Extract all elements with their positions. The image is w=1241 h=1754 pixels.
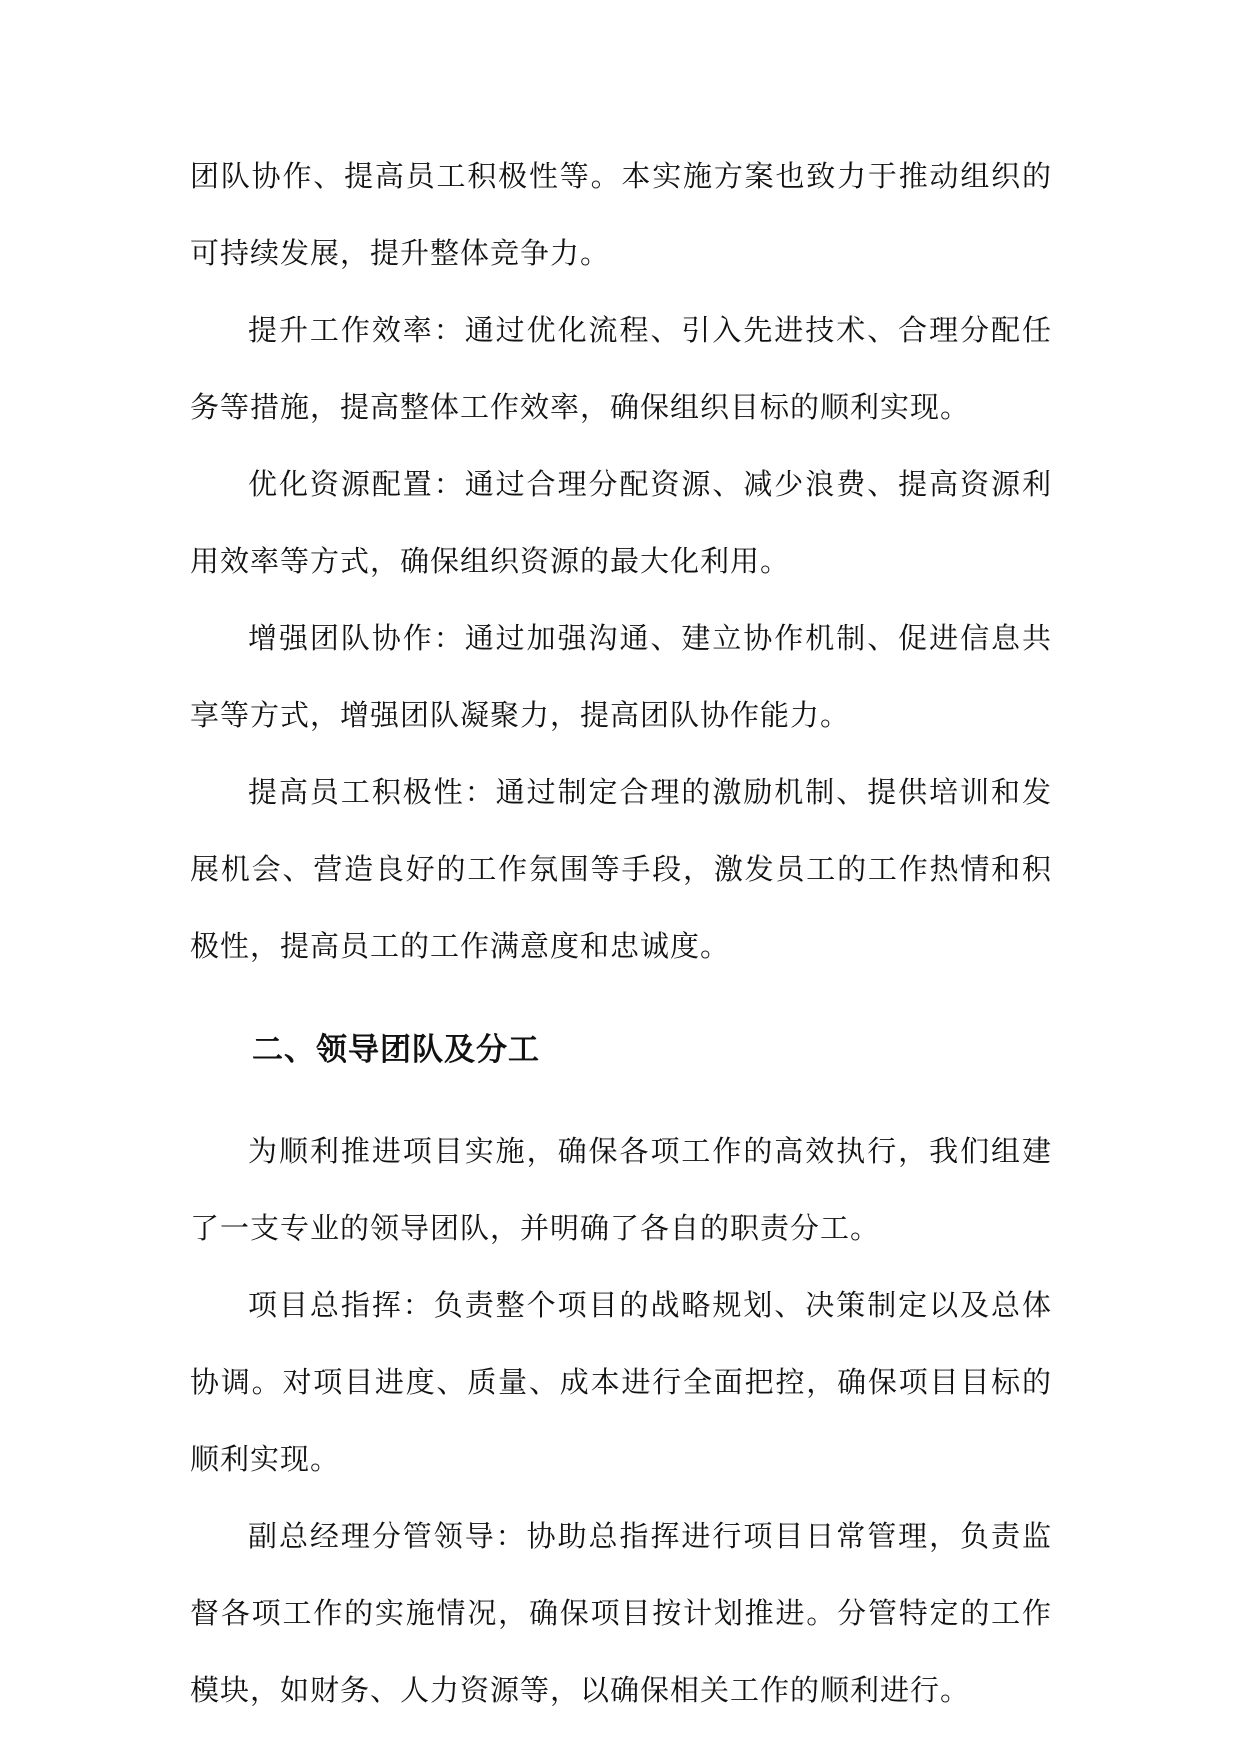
paragraph-project-commander: 项目总指挥：负责整个项目的战略规划、决策制定以及总体协调。对项目进度、质量、成本进行全面把控，确保项目目标的顺利实现。 [190,1288,1052,1476]
paragraph-continuation: 团队协作、提高员工积极性等。本实施方案也致力于推动组织的可持续发展，提升整体竞争力。 [190,159,1052,270]
paragraph-employee-motivation: 提高员工积极性：通过制定合理的激励机制、提供培训和发展机会、营造良好的工作氛围等手段，激发员工的工作热情和积极性，提高员工的工作满意度和忠诚度。 [190,775,1052,963]
paragraph-team-collaboration: 增强团队协作：通过加强沟通、建立协作机制、促进信息共享等方式，增强团队凝聚力，提高团队协作能力。 [190,621,1052,732]
paragraph-resource-allocation: 优化资源配置：通过合理分配资源、减少浪费、提高资源利用效率等方式，确保组织资源的最大化利用。 [190,467,1052,578]
section-heading: 二、领导团队及分工 [252,1032,540,1068]
document-body [190,138,1052,1729]
paragraph-team-intro: 为顺利推进项目实施，确保各项工作的高效执行，我们组建了一支专业的领导团队，并明确了各自的职责分工。 [190,1134,1052,1245]
paragraph-deputy-manager: 副总经理分管领导：协助总指挥进行项目日常管理，负责监督各项工作的实施情况，确保项目按计划推进。分管特定的工作模块，如财务、人力资源等，以确保相关工作的顺利进行。 [190,1519,1052,1707]
paragraph-work-efficiency: 提升工作效率：通过优化流程、引入先进技术、合理分配任务等措施，提高整体工作效率，确保组织目标的顺利实现。 [190,313,1052,424]
